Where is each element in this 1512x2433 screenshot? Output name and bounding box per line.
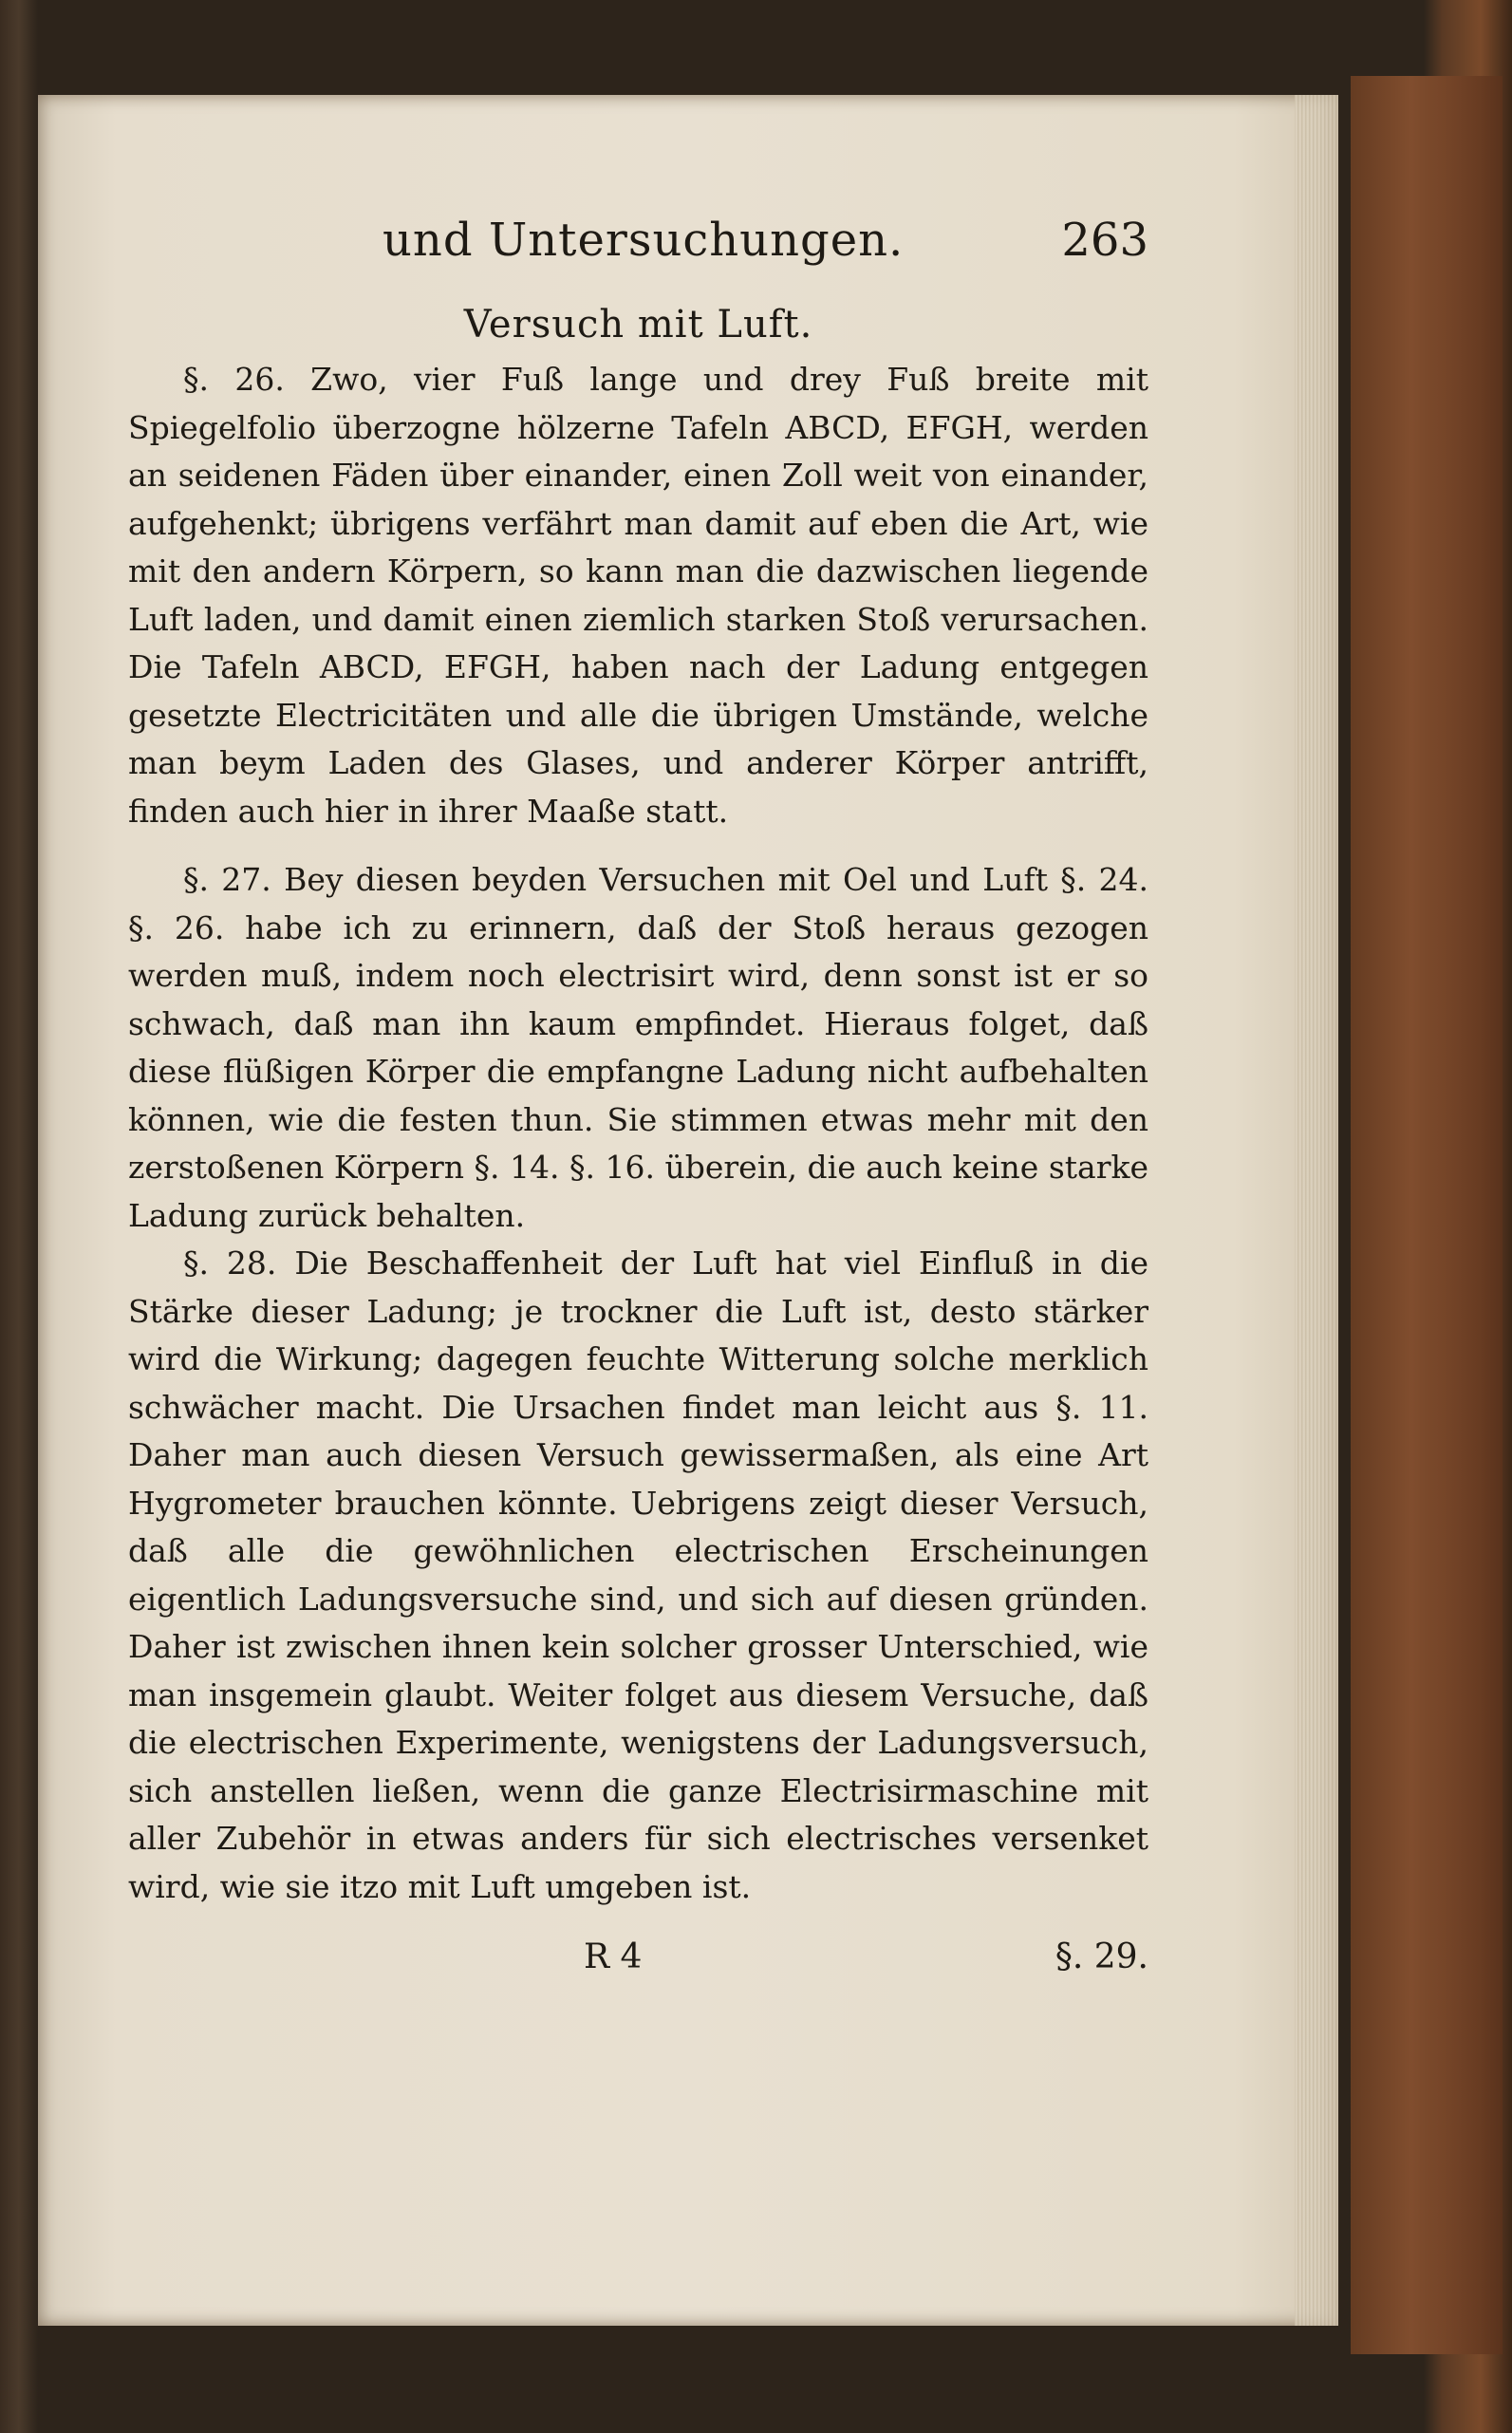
section-label: §. 26. — [183, 361, 285, 398]
page-text-block — [128, 214, 1148, 1994]
page-footer — [128, 1937, 1148, 1994]
running-head — [128, 214, 1148, 290]
paragraph-text: Bey diesen beyden Versuchen mit Oel und Luft §. 24. §. 26. habe ich zu erinnern, daß der Stoß heraus gezogen werden muß, indem noch electrisirt wird, denn sonst ist er so schwach, daß man ihn kaum empfindet. Hieraus folget, daß diese flüßigen Körper die empfangne Ladung nicht aufbehalten können, wie die festen thun. Sie stimmen etwas mehr mit den zerstoßenen Körpern §. 14. §. 16. überein, die auch keine starke Ladung zurück behalten. — [128, 861, 1148, 1234]
paragraph-gap — [128, 835, 1148, 856]
book-binding-edge — [1351, 76, 1503, 2354]
section-label: §. 27. — [183, 861, 271, 898]
paragraph-text: Zwo, vier Fuß lange und drey Fuß breite mit Spiegelfolio überzogne hölzerne Tafeln ABCD, EFGH, werden an seidenen Fäden über einander, einen Zoll weit von einander, aufgehenkt; übrigens verfährt man damit auf eben die Art, wie mit den andern Körpern, so kann man die dazwischen liegende Luft laden, und damit einen ziemlich starken Stoß verursachen. Die Tafeln ABCD, EFGH, haben nach der Ladung entgegen gesetzte Electricitäten und alle die übrigen Umstände, welche man beym Laden des Glases, und anderer Körper antrifft, finden auch hier in ihrer Maaße statt. — [128, 361, 1148, 830]
catchword: §. 29. — [1055, 1937, 1148, 1976]
paragraph-text: Die Beschaffenheit der Luft hat viel Einfluß in die Stärke dieser Ladung; je trockner die Luft ist, desto stärker wird die Wirkung; dagegen feuchte Witterung solche merklich schwächer macht. Die Ursachen findet man leicht aus §. 11. Daher man auch diesen Versuch gewissermaßen, als eine Art Hygrometer brauchen könnte. Uebrigens zeigt dieser Versuch, daß alle die gewöhnlichen electrischen Erscheinungen eigentlich Ladungsversuche sind, und sich auf diesen gründen. Daher ist zwischen ihnen kein solcher grosser Unterschied, wie man insgemein glaubt. Weiter folget aus diesem Versuche, daß die electrischen Experimente, wenigstens der Ladungsversuch, sich anstellen ließen, wenn die ganze Electrisirmaschine mit aller Zubehör in etwas anders für sich electrisches versenket wird, wie sie itzo mit Luft umgeben ist. — [128, 1245, 1149, 1905]
paragraph-26 — [128, 356, 1148, 835]
page-number: 263 — [1061, 214, 1148, 267]
running-title: und Untersuchungen. — [383, 214, 905, 267]
signature-mark: R 4 — [584, 1937, 643, 1976]
paragraph-28 — [128, 1240, 1148, 1911]
section-title: Versuch mit Luft. — [463, 303, 813, 346]
page-edge-stack — [1295, 95, 1338, 2326]
section-label: §. 28. — [183, 1245, 277, 1282]
paragraph-27 — [128, 856, 1148, 1240]
